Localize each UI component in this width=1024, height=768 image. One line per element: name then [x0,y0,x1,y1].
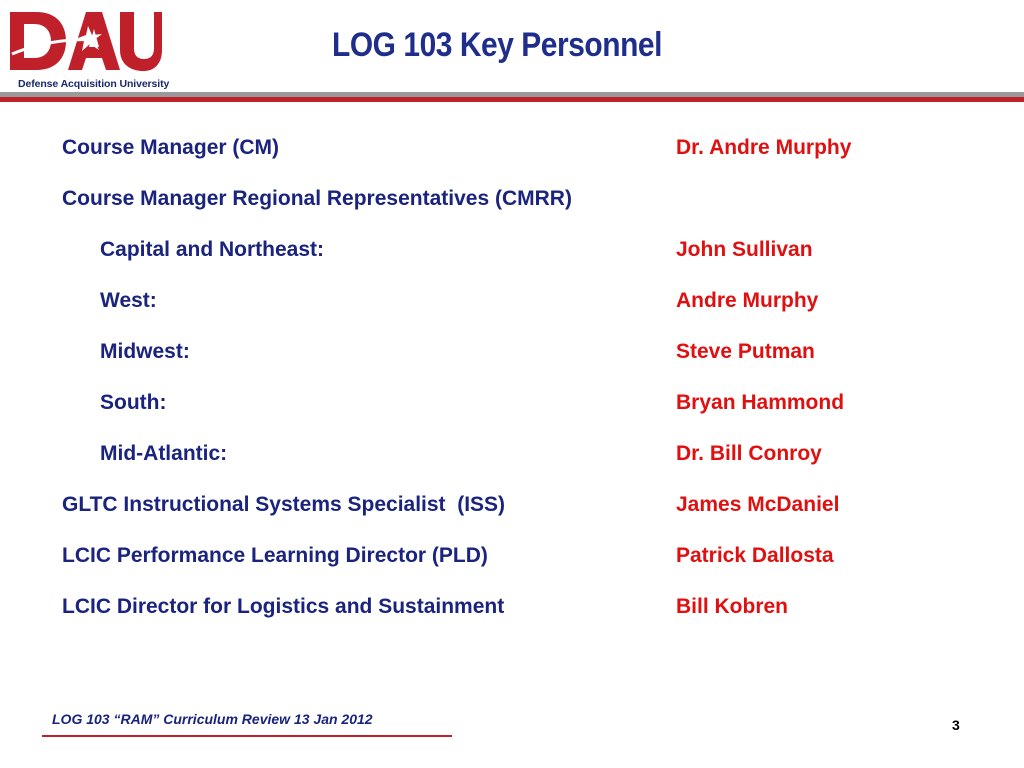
region-label: West: [100,289,157,312]
personnel-row [62,442,962,472]
person-name: Patrick Dallosta [676,544,834,567]
personnel-row [62,493,962,523]
person-name: Dr. Bill Conroy [676,442,822,465]
role-label: Course Manager (CM) [62,136,280,159]
personnel-row [62,289,962,319]
personnel-row [62,595,962,625]
role-label: LCIC Director for Logistics and Sustainment [62,595,505,618]
personnel-row [62,136,962,166]
footer-divider [42,735,452,737]
person-name: Bill Kobren [676,595,789,618]
personnel-row [62,238,962,268]
personnel-row [62,340,962,370]
logo-subtitle: Defense Acquisition University [18,78,170,90]
role-label: Course Manager Regional Representatives (CMRR) [62,187,572,210]
page-title: LOG 103 Key Personnel [332,26,662,64]
personnel-row [62,544,962,574]
person-name: John Sullivan [676,238,813,261]
role-label: GLTC Instructional Systems Specialist (ISS) [62,493,506,516]
person-name: Bryan Hammond [676,391,845,414]
role-label: LCIC Performance Learning Director (PLD) [62,544,488,567]
person-name: James McDaniel [676,493,840,516]
region-label: Capital and Northeast: [100,238,325,261]
personnel-row [62,391,962,421]
region-label: Mid-Atlantic: [100,442,228,465]
person-name: Dr. Andre Murphy [676,136,852,159]
footer-text: LOG 103 “RAM” Curriculum Review 13 Jan 2012 [52,711,373,727]
page-number: 3 [952,717,960,733]
personnel-row [62,187,962,217]
region-label: Midwest: [100,340,190,363]
region-label: South: [100,391,167,414]
person-name: Steve Putman [676,340,815,363]
person-name: Andre Murphy [676,289,819,312]
